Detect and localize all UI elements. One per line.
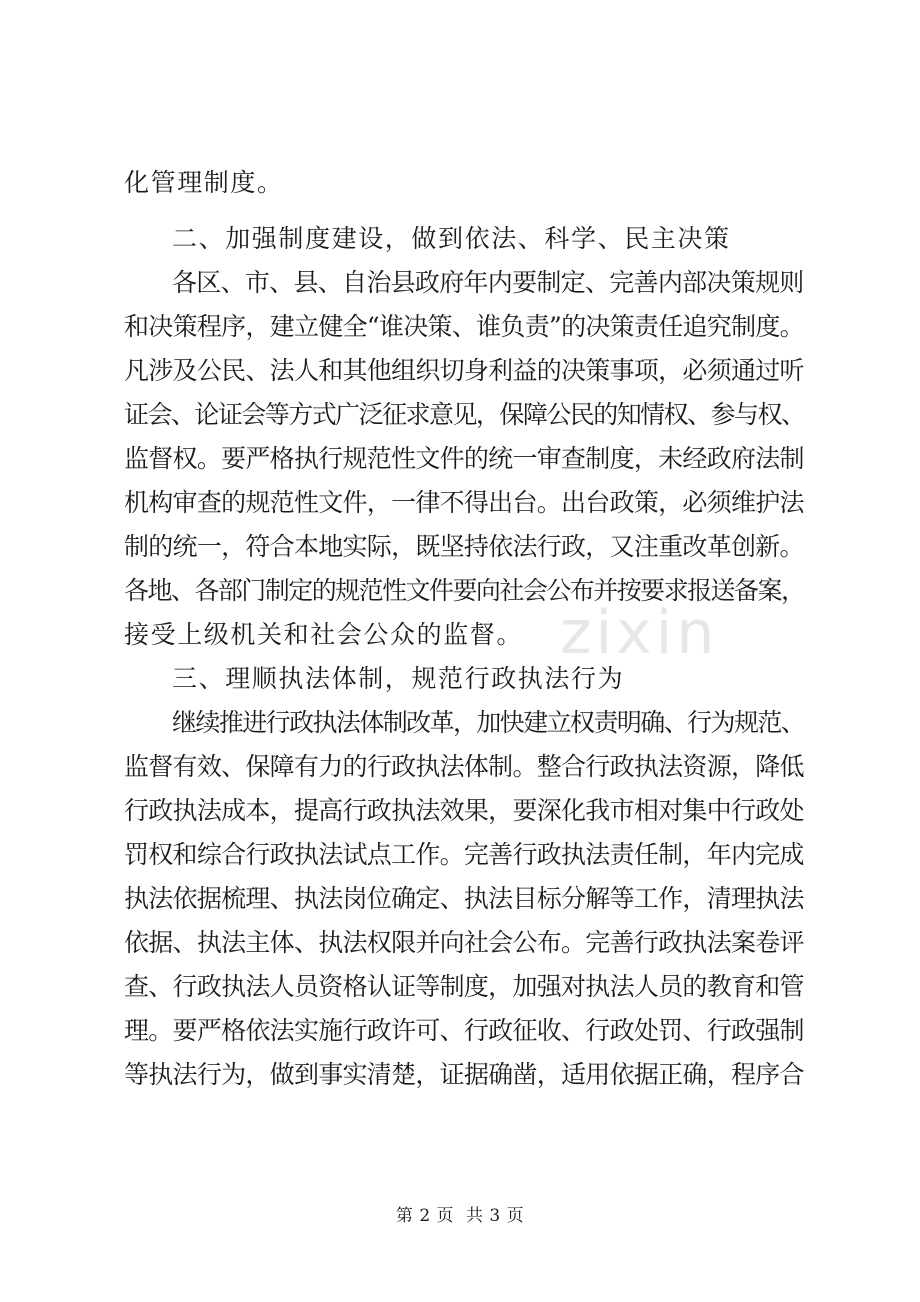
body-text-line: 理。要严格依法实施行政许可、行政征收、行政处罚、行政强制 <box>124 1016 804 1045</box>
body-text-line: 机构审查的规范性文件，一律不得出台。出台政策，必须维护法 <box>124 488 804 517</box>
body-text-line: 化管理制度。 <box>124 168 284 197</box>
page-footer <box>0 1201 920 1226</box>
body-text-line: 监督权。要严格执行规范性文件的统一审查制度，未经政府法制 <box>124 444 804 473</box>
body-text-line: 各地、各部门制定的规范性文件要向社会公布并按要求报送备案， <box>124 576 805 605</box>
page-total: 共 3 页 <box>465 1206 525 1226</box>
body-text-line: 和决策程序，建立健全“谁决策、谁负责”的决策责任追究制度。 <box>124 312 804 341</box>
paragraph-first-line: 继续推进行政执法体制改革，加快建立权责明确、行为规范、 <box>172 708 805 737</box>
body-text-line: 查、行政执法人员资格认证等制度，加强对执法人员的教育和管 <box>124 972 804 1001</box>
body-text-line: 凡涉及公民、法人和其他组织切身利益的决策事项，必须通过听 <box>124 356 804 385</box>
body-text-line: 罚权和综合行政执法试点工作。完善行政执法责任制，年内完成 <box>124 840 804 869</box>
body-text-line: 证会、论证会等方式广泛征求意见，保障公民的知情权、参与权、 <box>124 400 805 429</box>
page-number: 第 2 页 <box>395 1206 455 1226</box>
body-text-line: 等执法行为，做到事实清楚，证据确凿，适用依据正确，程序合 <box>124 1060 804 1089</box>
watermark: zixin <box>560 598 719 668</box>
section-heading: 三、理顺执法体制，规范行政执法行为 <box>172 664 625 693</box>
body-text-line: 依据、执法主体、执法权限并向社会公布。完善行政执法案卷评 <box>124 928 804 957</box>
body-text-line: 执法依据梳理、执法岗位确定、执法目标分解等工作，清理执法 <box>124 884 804 913</box>
body-text-line: 接受上级机关和社会公众的监督。 <box>124 620 524 649</box>
body-text-line: 制的统一，符合本地实际，既坚持依法行政，又注重改革创新。 <box>124 532 804 561</box>
paragraph-first-line: 各区、市、县、自治县政府年内要制定、完善内部决策规则 <box>172 268 804 297</box>
body-text-line: 行政执法成本，提高行政执法效果，要深化我市相对集中行政处 <box>124 796 804 825</box>
section-heading: 二、加强制度建设，做到依法、科学、民主决策 <box>172 224 731 253</box>
body-text-line: 监督有效、保障有力的行政执法体制。整合行政执法资源，降低 <box>124 752 804 781</box>
